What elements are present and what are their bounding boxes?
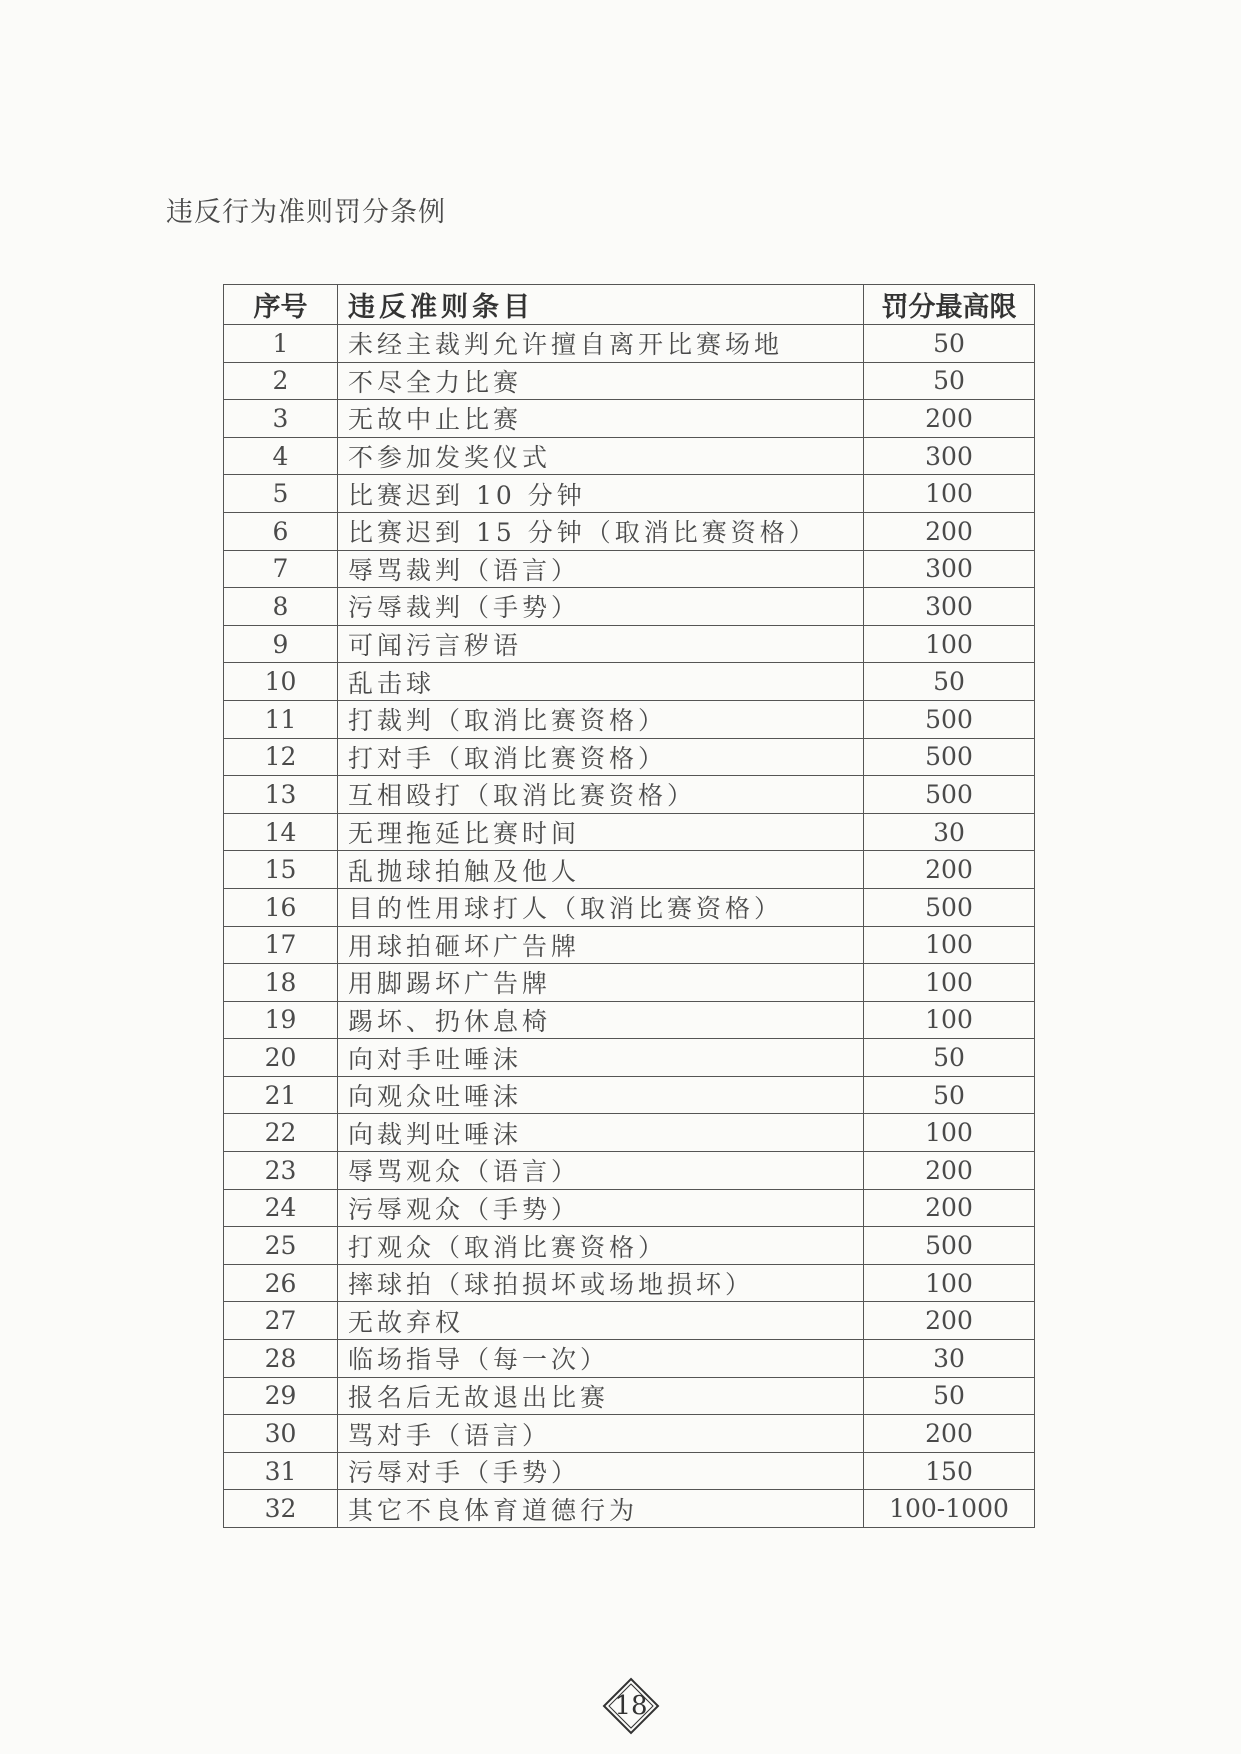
table-header-row	[224, 285, 1035, 325]
table-row	[224, 362, 1035, 400]
table-row	[224, 700, 1035, 738]
row-max-penalty: 300	[864, 437, 1035, 475]
penalty-table	[223, 284, 1035, 1528]
row-violation-item: 可闻污言秽语	[338, 625, 864, 663]
row-violation-item: 目的性用球打人（取消比赛资格）	[338, 888, 864, 926]
table-row	[224, 400, 1035, 438]
row-serial-number: 13	[224, 776, 338, 814]
row-max-penalty: 500	[864, 776, 1035, 814]
row-violation-item: 骂对手（语言）	[338, 1415, 864, 1453]
row-violation-item: 临场指导（每一次）	[338, 1340, 864, 1378]
row-serial-number: 24	[224, 1189, 338, 1227]
table-row	[224, 1340, 1035, 1378]
row-violation-item: 用脚踢坏广告牌	[338, 964, 864, 1002]
row-serial-number: 14	[224, 813, 338, 851]
table-row	[224, 1302, 1035, 1340]
row-violation-item: 不尽全力比赛	[338, 362, 864, 400]
row-violation-item: 摔球拍（球拍损坏或场地损坏）	[338, 1264, 864, 1302]
row-max-penalty: 150	[864, 1452, 1035, 1490]
row-serial-number: 8	[224, 588, 338, 626]
row-violation-item: 比赛迟到 15 分钟（取消比赛资格）	[338, 512, 864, 550]
row-violation-item: 污辱对手（手势）	[338, 1452, 864, 1490]
row-max-penalty: 100	[864, 1264, 1035, 1302]
row-serial-number: 11	[224, 700, 338, 738]
table-row	[224, 1415, 1035, 1453]
row-serial-number: 32	[224, 1490, 338, 1528]
row-serial-number: 7	[224, 550, 338, 588]
document-title: 违反行为准则罚分条例	[166, 197, 446, 228]
row-violation-item: 互相殴打（取消比赛资格）	[338, 776, 864, 814]
table-row	[224, 512, 1035, 550]
row-max-penalty: 100-1000	[864, 1490, 1035, 1528]
row-max-penalty: 200	[864, 851, 1035, 889]
row-violation-item: 不参加发奖仪式	[338, 437, 864, 475]
row-serial-number: 10	[224, 663, 338, 701]
table-row	[224, 1189, 1035, 1227]
row-max-penalty: 50	[864, 663, 1035, 701]
row-max-penalty: 500	[864, 700, 1035, 738]
row-max-penalty: 200	[864, 1152, 1035, 1190]
table-row	[224, 851, 1035, 889]
row-max-penalty: 200	[864, 512, 1035, 550]
row-serial-number: 26	[224, 1264, 338, 1302]
row-serial-number: 31	[224, 1452, 338, 1490]
row-max-penalty: 500	[864, 1227, 1035, 1265]
row-max-penalty: 200	[864, 400, 1035, 438]
table-row	[224, 776, 1035, 814]
row-max-penalty: 100	[864, 1001, 1035, 1039]
table-row	[224, 1377, 1035, 1415]
row-violation-item: 其它不良体育道德行为	[338, 1490, 864, 1528]
row-serial-number: 29	[224, 1377, 338, 1415]
table-row	[224, 738, 1035, 776]
table-row	[224, 437, 1035, 475]
row-serial-number: 21	[224, 1076, 338, 1114]
table-row	[224, 1452, 1035, 1490]
row-max-penalty: 100	[864, 1114, 1035, 1152]
row-violation-item: 向观众吐唾沫	[338, 1076, 864, 1114]
row-serial-number: 2	[224, 362, 338, 400]
row-max-penalty: 500	[864, 738, 1035, 776]
row-max-penalty: 500	[864, 888, 1035, 926]
table-row	[224, 813, 1035, 851]
table-row	[224, 550, 1035, 588]
page-number: 18	[614, 1691, 648, 1721]
table-row	[224, 1076, 1035, 1114]
table-row	[224, 888, 1035, 926]
table-row	[224, 1227, 1035, 1265]
row-max-penalty: 50	[864, 325, 1035, 363]
row-max-penalty: 50	[864, 1076, 1035, 1114]
row-serial-number: 28	[224, 1340, 338, 1378]
table-row	[224, 1114, 1035, 1152]
table-row	[224, 1039, 1035, 1077]
row-serial-number: 22	[224, 1114, 338, 1152]
row-max-penalty: 50	[864, 362, 1035, 400]
row-violation-item: 打观众（取消比赛资格）	[338, 1227, 864, 1265]
row-violation-item: 向裁判吐唾沫	[338, 1114, 864, 1152]
row-serial-number: 20	[224, 1039, 338, 1077]
table-row	[224, 1152, 1035, 1190]
row-violation-item: 打对手（取消比赛资格）	[338, 738, 864, 776]
row-violation-item: 污辱裁判（手势）	[338, 588, 864, 626]
row-max-penalty: 200	[864, 1302, 1035, 1340]
row-serial-number: 25	[224, 1227, 338, 1265]
row-serial-number: 9	[224, 625, 338, 663]
table-row	[224, 964, 1035, 1002]
row-violation-item: 报名后无故退出比赛	[338, 1377, 864, 1415]
row-violation-item: 打裁判（取消比赛资格）	[338, 700, 864, 738]
row-max-penalty: 300	[864, 588, 1035, 626]
row-max-penalty: 50	[864, 1039, 1035, 1077]
row-serial-number: 16	[224, 888, 338, 926]
row-serial-number: 23	[224, 1152, 338, 1190]
row-max-penalty: 30	[864, 1340, 1035, 1378]
row-violation-item: 比赛迟到 10 分钟	[338, 475, 864, 513]
table-row	[224, 663, 1035, 701]
row-serial-number: 5	[224, 475, 338, 513]
row-serial-number: 12	[224, 738, 338, 776]
row-serial-number: 3	[224, 400, 338, 438]
header-max-penalty: 罚分最高限	[864, 285, 1035, 325]
table-row	[224, 1001, 1035, 1039]
row-serial-number: 27	[224, 1302, 338, 1340]
row-violation-item: 乱抛球拍触及他人	[338, 851, 864, 889]
header-serial-number: 序号	[224, 285, 338, 325]
table-row	[224, 1264, 1035, 1302]
row-max-penalty: 100	[864, 625, 1035, 663]
row-violation-item: 用球拍砸坏广告牌	[338, 926, 864, 964]
row-violation-item: 无故弃权	[338, 1302, 864, 1340]
table-row	[224, 625, 1035, 663]
row-violation-item: 踢坏、扔休息椅	[338, 1001, 864, 1039]
row-serial-number: 30	[224, 1415, 338, 1453]
row-serial-number: 17	[224, 926, 338, 964]
row-serial-number: 15	[224, 851, 338, 889]
row-max-penalty: 200	[864, 1415, 1035, 1453]
row-serial-number: 6	[224, 512, 338, 550]
table-row	[224, 475, 1035, 513]
row-max-penalty: 100	[864, 926, 1035, 964]
row-max-penalty: 200	[864, 1189, 1035, 1227]
row-max-penalty: 100	[864, 964, 1035, 1002]
row-violation-item: 辱骂裁判（语言）	[338, 550, 864, 588]
row-violation-item: 辱骂观众（语言）	[338, 1152, 864, 1190]
row-violation-item: 污辱观众（手势）	[338, 1189, 864, 1227]
row-violation-item: 无理拖延比赛时间	[338, 813, 864, 851]
table-row	[224, 926, 1035, 964]
table-row	[224, 325, 1035, 363]
row-violation-item: 无故中止比赛	[338, 400, 864, 438]
row-max-penalty: 300	[864, 550, 1035, 588]
row-serial-number: 1	[224, 325, 338, 363]
table-row	[224, 588, 1035, 626]
table-row	[224, 1490, 1035, 1528]
row-violation-item: 向对手吐唾沫	[338, 1039, 864, 1077]
row-serial-number: 18	[224, 964, 338, 1002]
header-violation-item: 违反准则条目	[338, 285, 864, 325]
row-max-penalty: 100	[864, 475, 1035, 513]
row-serial-number: 4	[224, 437, 338, 475]
row-max-penalty: 30	[864, 813, 1035, 851]
row-serial-number: 19	[224, 1001, 338, 1039]
row-max-penalty: 50	[864, 1377, 1035, 1415]
row-violation-item: 乱击球	[338, 663, 864, 701]
row-violation-item: 未经主裁判允许擅自离开比赛场地	[338, 325, 864, 363]
page-number-badge	[601, 1676, 661, 1736]
